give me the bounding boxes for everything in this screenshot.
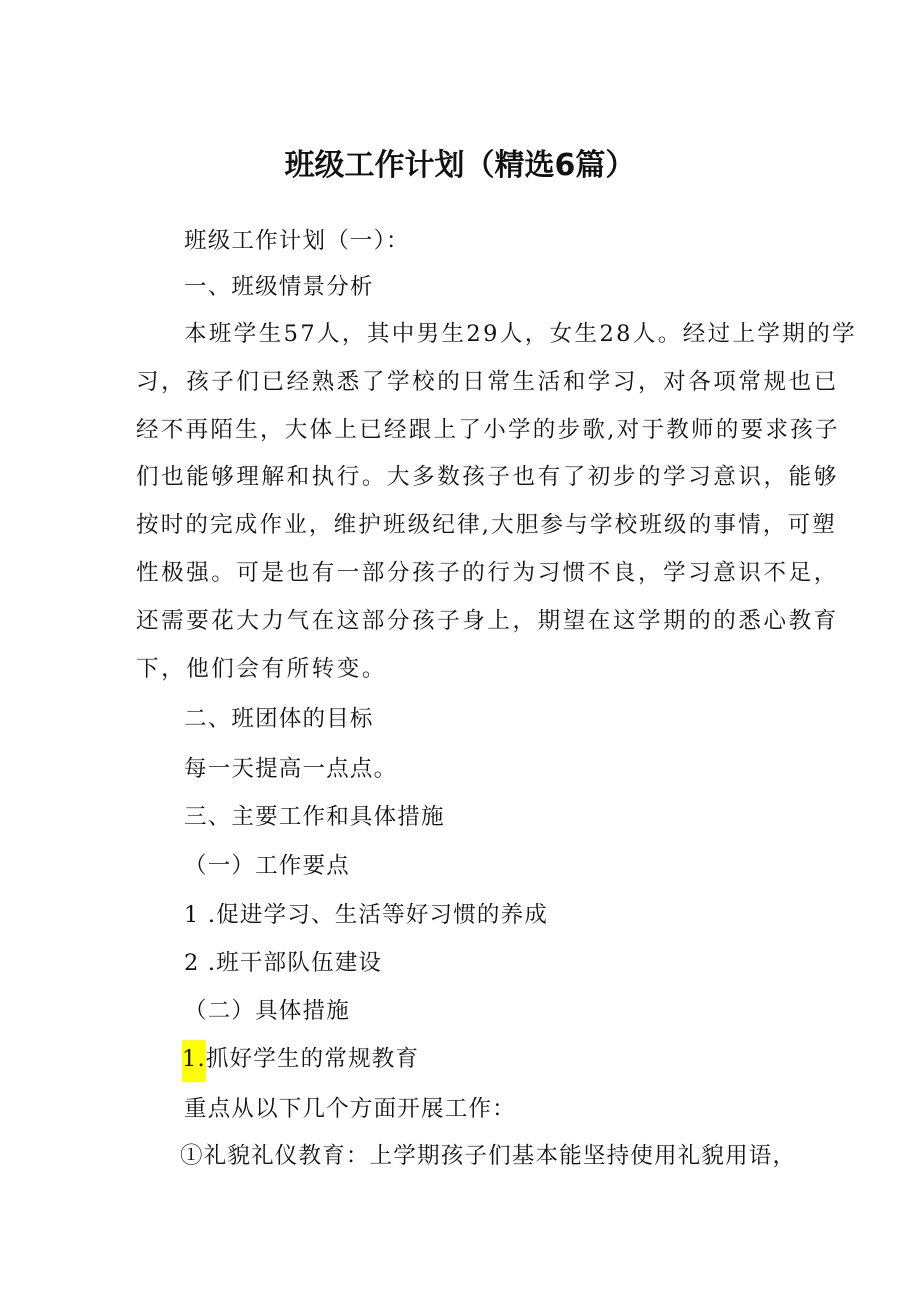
subtitle: 班级工作计划（一）： [184, 228, 410, 254]
paragraph-line: 本班学生57人，其中男生29人，女生28人。经过上学期的学 [184, 321, 857, 347]
list-item-1: ①礼貌礼仪教育：上学期孩子们基本能坚持使用礼貌用语， [180, 1143, 797, 1169]
measure-1 [182, 1044, 419, 1074]
work-point-1: 1 .促进学习、生活等好习惯的养成 [184, 902, 549, 928]
subsection-heading-2: （二）具体措施 [184, 998, 350, 1024]
paragraph-line: 经不再陌生，大体上已经跟上了小学的步歌,对于教师的要求孩子 [136, 417, 840, 443]
focus-text: 重点从以下几个方面开展工作： [184, 1096, 516, 1122]
section-heading-3: 三、主要工作和具体措施 [184, 804, 445, 830]
document-title: 班级工作计划（精选6篇） [284, 148, 636, 183]
paragraph-line: 按时的完成作业，维护班级纪律,大胆参与学校班级的事情，可塑 [136, 512, 837, 538]
section2-text: 每一天提高一点点。 [184, 756, 398, 782]
paragraph-line: 们也能够理解和执行。大多数孩子也有了初步的学习意识，能够 [136, 464, 839, 490]
subsection-heading-1: （一）工作要点 [184, 853, 350, 879]
work-point-2: 2 .班干部队伍建设 [184, 950, 383, 976]
section-heading-2: 二、班团体的目标 [184, 706, 374, 732]
paragraph-line: 性极强。可是也有一部分孩子的行为习惯不良，学习意识不足， [136, 560, 839, 586]
highlighted-number: 1. [182, 1040, 206, 1082]
measure-1-text: 抓好学生的常规教育 [205, 1046, 420, 1072]
section-heading-1: 一、班级情景分析 [184, 274, 374, 300]
paragraph-line: 还需要花大力气在这部分孩子身上，期望在这学期的的悉心教育 [136, 608, 839, 634]
paragraph-line: 下，他们会有所转变。 [136, 656, 388, 682]
paragraph-line: 习，孩子们已经熟悉了学校的日常生活和学习，对各项常规也已 [136, 369, 839, 395]
